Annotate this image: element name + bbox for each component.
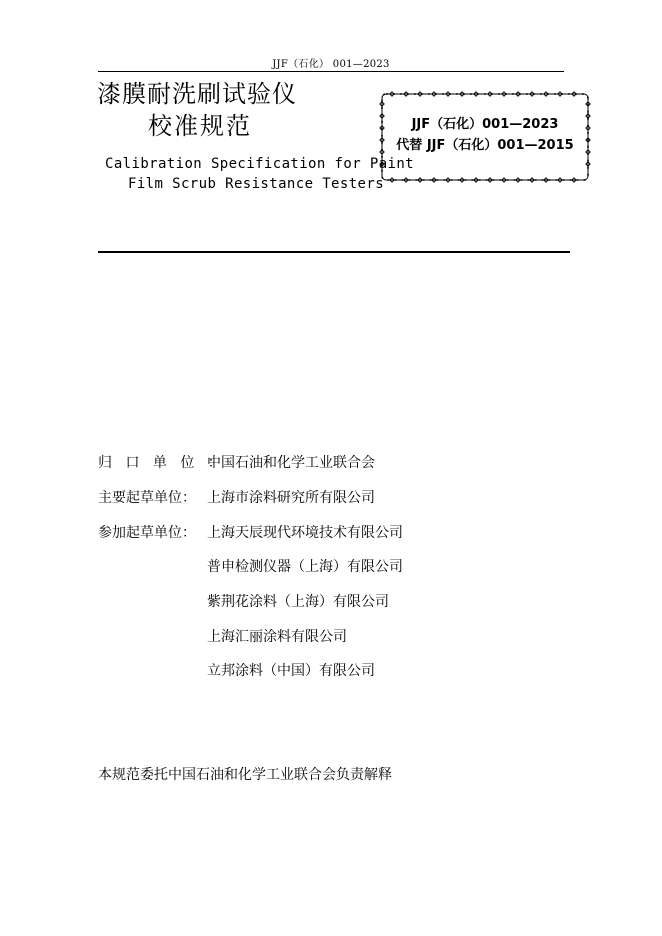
interpretation-note: 本规范委托中国石油和化学工业联合会负责解释 <box>98 767 392 783</box>
document-title-zh-line1: 漆膜耐洗刷试验仪 <box>97 80 297 108</box>
document-title-en-line1: Calibration Specification for Paint <box>105 156 415 172</box>
participating-drafter-item: 紫荆花涂料（上海）有限公司 <box>207 594 389 610</box>
document-title-zh-line2: 校准规范 <box>148 112 252 140</box>
replaces-standard-code: 代替 JJF（石化）001—2015 <box>396 138 574 153</box>
participating-drafter-item: 上海汇丽涂料有限公司 <box>207 629 347 645</box>
main-drafter-label: 主要起草单位： <box>98 490 196 506</box>
responsible-unit-value: 中国石油和化学工业联合会 <box>207 455 375 471</box>
standard-code-box <box>378 90 592 184</box>
document-title-en-line2: Film Scrub Resistance Testers <box>128 176 385 192</box>
running-header: JJF（石化） 001—2023 <box>272 59 390 70</box>
header-rule <box>98 71 564 72</box>
standard-code: JJF（石化）001—2023 <box>411 117 559 132</box>
participating-drafters-label: 参加起草单位： <box>98 525 196 541</box>
title-divider-rule <box>98 251 570 253</box>
participating-drafter-item: 立邦涂料（中国）有限公司 <box>207 663 375 679</box>
main-drafter-value: 上海市涂料研究所有限公司 <box>207 490 375 506</box>
responsible-unit-label: 归 口 单 位 ： <box>98 455 227 471</box>
participating-drafter-item: 普申检测仪器（上海）有限公司 <box>207 559 403 575</box>
participating-drafter-item: 上海天辰现代环境技术有限公司 <box>207 525 403 541</box>
